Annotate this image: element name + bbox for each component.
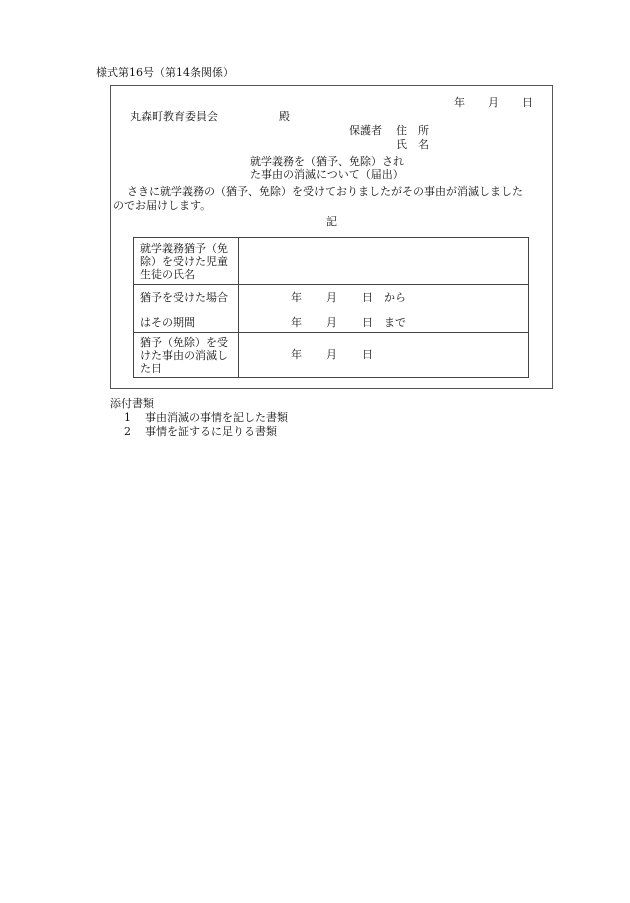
body-line-1: さきに就学義務の（猶予、免除）を受けておりましたがその事由が消滅しました bbox=[127, 185, 523, 198]
to-month: 月 bbox=[326, 316, 337, 329]
to-day: 日 bbox=[362, 316, 373, 329]
end-month: 月 bbox=[326, 348, 337, 361]
attachments-heading: 添付書類 bbox=[110, 397, 154, 410]
form-number: 様式第16号（第14条関係） bbox=[96, 66, 234, 79]
to-suffix: まで bbox=[384, 316, 406, 329]
from-day: 日 bbox=[362, 291, 373, 304]
end-day: 日 bbox=[362, 348, 373, 361]
end-year: 年 bbox=[291, 348, 302, 361]
table-row-divider-1 bbox=[134, 284, 528, 285]
table-column-divider bbox=[238, 238, 239, 377]
table-row-divider-2 bbox=[134, 332, 528, 333]
row2-label-b: はその期間 bbox=[140, 316, 195, 329]
date-month-label: 月 bbox=[488, 96, 499, 109]
from-year: 年 bbox=[291, 291, 302, 304]
details-table bbox=[133, 237, 529, 378]
addressee-name: 丸森町教育委員会 bbox=[130, 110, 218, 123]
date-day-label: 日 bbox=[522, 96, 533, 109]
from-month: 月 bbox=[326, 291, 337, 304]
date-year-label: 年 bbox=[454, 96, 465, 109]
from-suffix: から bbox=[384, 291, 406, 304]
attachment-1-num: 1 bbox=[124, 411, 131, 424]
row1-label: 就学義務猶予（免 除）を受けた児童 生徒の氏名 bbox=[140, 242, 228, 281]
to-year: 年 bbox=[291, 316, 302, 329]
row2-label-a: 猶予を受けた場合 bbox=[140, 291, 228, 304]
attachment-2-text: 事情を証するに足りる書類 bbox=[145, 425, 277, 438]
attachment-2-num: 2 bbox=[124, 425, 131, 438]
name-label: 氏 名 bbox=[396, 138, 429, 151]
title-line-1: 就学義務を（猶予、免除）され bbox=[250, 155, 404, 168]
row3-label: 猶予（免除）を受 けた事由の消滅し た日 bbox=[140, 336, 228, 375]
title-line-2: た事由の消滅について（届出） bbox=[250, 168, 404, 181]
ki-label: 記 bbox=[326, 215, 337, 228]
address-label: 住 所 bbox=[396, 124, 429, 137]
guardian-label: 保護者 bbox=[349, 124, 382, 137]
attachment-1-text: 事由消滅の事情を記した書類 bbox=[145, 411, 288, 424]
body-line-2: のでお届けします。 bbox=[113, 199, 212, 212]
addressee-honorific: 殿 bbox=[279, 110, 290, 123]
